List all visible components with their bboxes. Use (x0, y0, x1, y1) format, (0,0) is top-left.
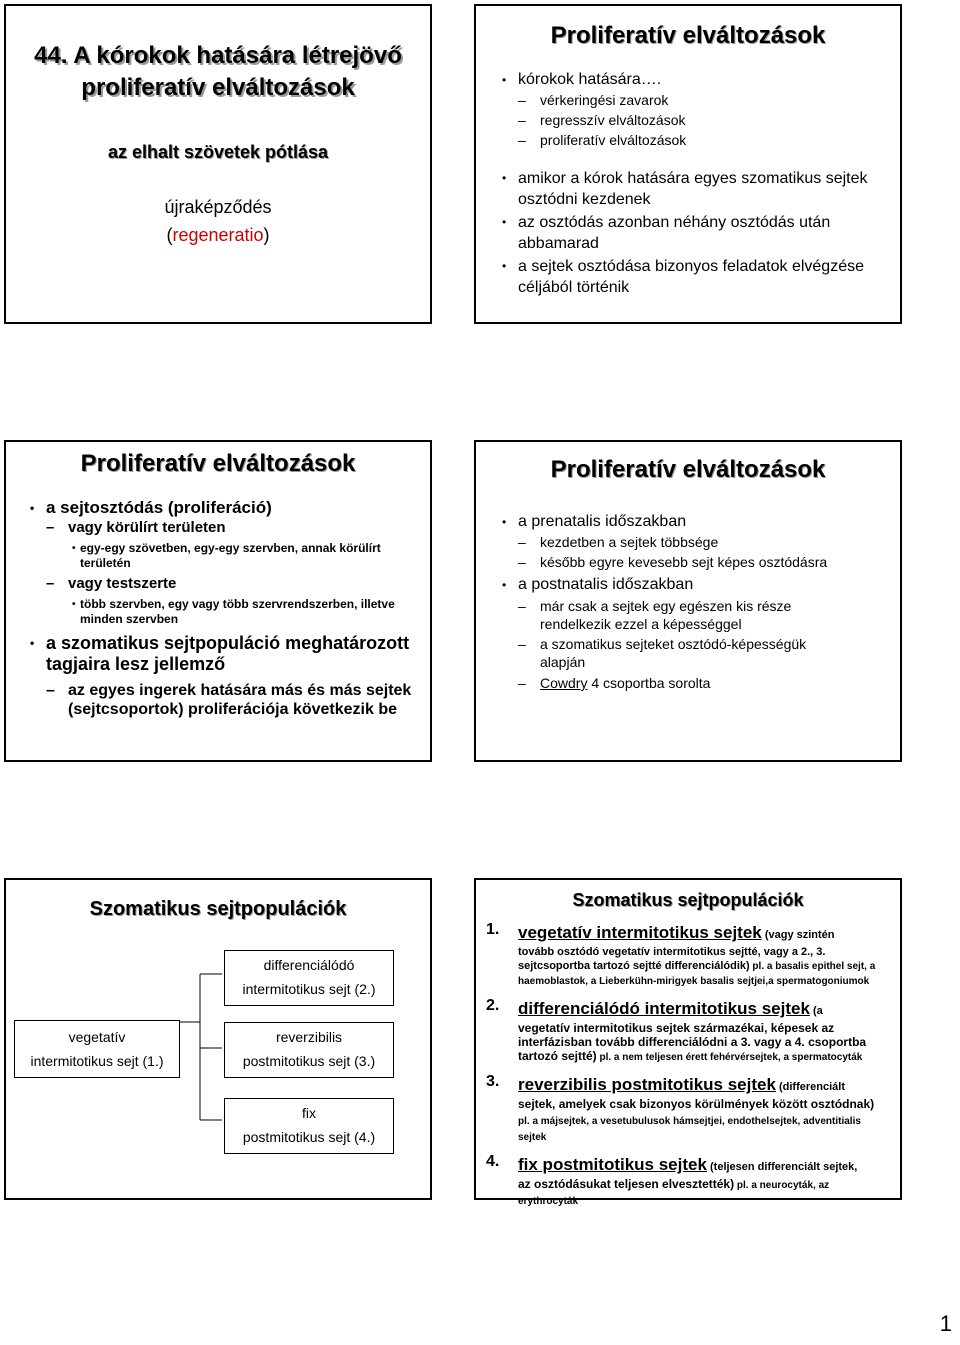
list-item: • a sejtosztódás (proliferáció) (26, 498, 416, 518)
box-vegetativ (14, 1020, 180, 1078)
item-example: pl. a basalis epithel sejt, a haemoblastok, a Lieberkühn-mirigyek basalis sejtjei,a spermatogoniumok (518, 961, 876, 987)
slide-4-title: Proliferatív elváltozások (550, 456, 826, 483)
slide-1-subtitle: az elhalt szövetek pótlása (107, 142, 329, 162)
item-desc: tovább osztódó vegetatív intermitotikus sejtté, vagy a 2., 3. sejtcsoportba tartozó sejtté differenciálódik) (518, 946, 826, 972)
list-item: – vagy körülírt területen (26, 518, 416, 538)
item-number: 2. (486, 997, 500, 1014)
item-term: fix postmitotikus sejtek (518, 1155, 707, 1174)
title-line-2: proliferatív elváltozások (81, 74, 355, 101)
list-item (476, 999, 888, 1065)
list-item: – proliferatív elváltozások (498, 130, 888, 150)
slide-2-title: Proliferatív elváltozások (550, 22, 826, 49)
box-vegetativ-line2: intermitotikus sejt (1.) (30, 1053, 164, 1069)
item-term: reverzibilis postmitotikus sejtek (518, 1075, 776, 1094)
list-item: – az egyes ingerek hatására más és más sejtek (sejtcsoportok) proliferációja következik be (26, 681, 416, 719)
list-item: • a prenatalis időszakban (498, 512, 888, 532)
item-number: 3. (486, 1073, 500, 1090)
slide-5 (4, 878, 432, 1200)
slide-3-content (6, 498, 430, 719)
slide-4 (474, 440, 902, 762)
slide-6-content (476, 923, 900, 1209)
list-item (476, 923, 888, 989)
title-line-1: 44. A kórokok hatására létrejövő (34, 42, 402, 69)
box-vegetativ-line1: vegetatív (68, 1029, 126, 1045)
item-desc: vegetatív intermitotikus sejtek származékai, képesek az interfázisban tovább differenciálódni a 3. vagy a 4. csoportba tartozó sejtté) (518, 1021, 867, 1063)
cowdry-link[interactable]: Cowdry (540, 675, 588, 691)
item-number: 1. (486, 921, 500, 938)
item-paren: (a (809, 1005, 823, 1017)
item-desc: az osztódásukat teljesen elvesztették) (518, 1177, 735, 1191)
slide-2-content (476, 70, 900, 298)
box-reverzibilis (224, 1022, 394, 1078)
box-reverzibilis-line1: reverzibilis (275, 1029, 343, 1045)
slide-6-title: Szomatikus sejtpopulációk (572, 890, 804, 910)
box-differencialodo-line2: intermitotikus sejt (2.) (242, 981, 376, 997)
item-example: pl. a neurocyták, az erythrocyták (518, 1180, 830, 1207)
term-latin-line (6, 221, 430, 249)
slide-2 (474, 4, 902, 324)
list-item: • a sejtek osztódása bizonyos feladatok elvégzése céljából történik (498, 256, 888, 298)
item-paren: (differenciált (775, 1081, 845, 1093)
box-fix-line2: postmitotikus sejt (4.) (242, 1129, 376, 1145)
list-item: • a postnatalis időszakban (498, 575, 888, 595)
list-item: • a szomatikus sejtpopuláció meghatározott tagjaira lesz jellemző (26, 633, 416, 675)
cowdry-rest: 4 csoportba sorolta (587, 675, 711, 691)
list-item: • amikor a kórok hatására egyes szomatikus sejtek osztódni kezdenek (498, 168, 888, 210)
item-paren: (vagy szintén (761, 929, 835, 941)
list-item-cowdry (498, 673, 888, 693)
item-number: 4. (486, 1153, 500, 1170)
term-latin: regeneratio (172, 225, 264, 245)
slide-6 (474, 878, 902, 1207)
slide-3 (4, 440, 432, 762)
paren-open: ( (166, 225, 173, 245)
list-item: – regresszív elváltozások (498, 110, 888, 130)
box-differencialodo-line1: differenciálódó (263, 957, 355, 973)
slide-4-content (476, 512, 900, 693)
list-item: – később egyre kevesebb sejt képes osztódásra (498, 552, 888, 572)
paren-close: ) (263, 225, 270, 245)
list-item (476, 1075, 888, 1145)
list-item (476, 1155, 888, 1209)
list-item: • több szervben, egy vagy több szervrendszerben, illetve minden szervben (26, 597, 416, 627)
slide-1-term (6, 193, 430, 249)
list-item: • egy-egy szövetben, egy-egy szervben, annak körülírt területén (26, 541, 416, 571)
list-item: – kezdetben a sejtek többsége (498, 532, 888, 552)
item-desc: sejtek, amelyek csak bizonyos körülmények között osztódnak) (518, 1097, 875, 1111)
term-hungarian: újraképződés (164, 197, 272, 217)
list-item: – már csak a sejtek egy egészen kis része rendelkezik ezzel a képességgel (498, 597, 888, 633)
list-item: – vérkeringési zavarok (498, 90, 888, 110)
box-fix-line1: fix (302, 1105, 316, 1121)
box-reverzibilis-line2: postmitotikus sejt (3.) (242, 1053, 376, 1069)
page-number: 1 (939, 1311, 952, 1336)
item-example: pl. a májsejtek, a vesetubulusok hámsejtjei, endothelsejtek, adventitialis sejtek (518, 1116, 861, 1143)
item-example: pl. a nem teljesen érett fehérvérsejtek, a spermatocyták (596, 1052, 863, 1063)
item-term: vegetatív intermitotikus sejtek (518, 923, 762, 942)
slide-3-title: Proliferatív elváltozások (80, 450, 356, 477)
item-paren: (teljesen differenciált sejtek, (706, 1161, 858, 1173)
item-term: differenciálódó intermitotikus sejtek (518, 999, 810, 1018)
list-item: • kórokok hatására…. (498, 70, 888, 90)
slide-1-title (6, 40, 430, 104)
slide-1 (4, 4, 432, 324)
box-fix (224, 1098, 394, 1154)
list-item: • az osztódás azonban néhány osztódás után abbamarad (498, 212, 888, 254)
slide-5-title: Szomatikus sejtpopulációk (89, 898, 347, 920)
list-item: – a szomatikus sejteket osztódó-képességük alapján (498, 635, 888, 671)
box-differencialodo (224, 950, 394, 1006)
list-item: – vagy testszerte (26, 574, 416, 594)
